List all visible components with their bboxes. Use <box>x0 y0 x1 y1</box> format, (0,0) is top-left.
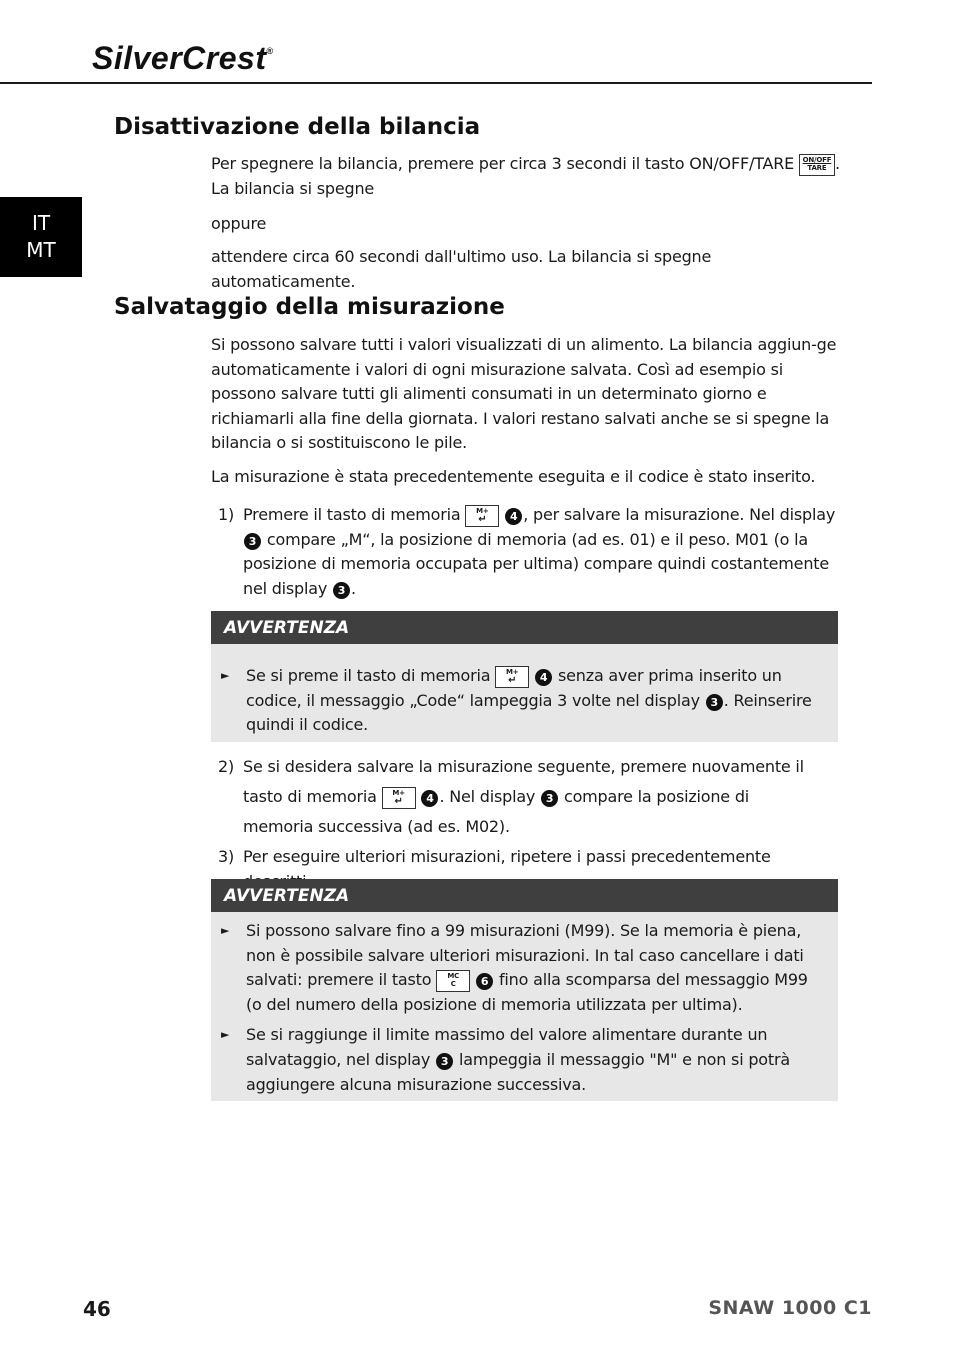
step-number: 2) <box>218 757 235 776</box>
step-2 <box>218 752 823 842</box>
ref-4-icon: 4 <box>535 669 552 686</box>
key-label: M+ <box>506 667 519 676</box>
text: fino alla scomparsa del messaggio M99 (o del numero della posizione di memoria utilizzata per ultima). <box>246 970 808 1014</box>
memory-key-icon <box>465 505 499 527</box>
enter-arrow-icon: ↵ <box>394 795 403 807</box>
brand-logo <box>92 40 274 77</box>
warning-item <box>211 919 838 1017</box>
model-name: SNAW 1000 C1 <box>708 1297 872 1319</box>
language-tab <box>0 197 82 277</box>
text: lampeggia il messaggio "M" e non si potrà aggiungere alcuna misurazione successiva. <box>246 1049 790 1094</box>
text: La bilancia si spegne <box>211 178 375 198</box>
ref-3-icon: 3 <box>333 582 350 599</box>
header-rule <box>0 82 872 84</box>
warning-title: AVVERTENZA <box>211 879 838 912</box>
onoff-tare-key-icon <box>799 154 835 176</box>
paragraph-precondition: La misurazione è stata precedentemente eseguita e il codice è stato inserito. <box>211 467 816 486</box>
ref-3-icon: 3 <box>541 790 558 807</box>
brand-logo-text: SilverCrest <box>92 40 267 76</box>
ref-3-icon: 3 <box>244 533 261 550</box>
step-1 <box>218 503 838 601</box>
key-label: ON/OFF <box>802 155 832 164</box>
ref-3-icon: 3 <box>706 694 723 711</box>
bullet-triangle-icon: ► <box>221 924 230 937</box>
text: . <box>351 578 356 598</box>
text: Per spegnere la bilancia, premere per circa 3 secondi il tasto ON/OFF/TARE <box>211 154 799 173</box>
ref-4-icon: 4 <box>421 790 438 807</box>
language-code-it: IT <box>31 211 51 235</box>
text: Si possono salvare fino a 99 misurazioni (M99). Se la memoria è piena, non è possibile salvare ulteriori misurazioni. In tal caso cancellare i dati salvati: premere il tasto <box>246 921 804 990</box>
key-label: MC <box>447 971 460 980</box>
warning-item <box>211 1023 838 1097</box>
language-code-mt: MT <box>26 238 56 262</box>
key-label: TARE <box>807 163 827 172</box>
text: Se si preme il tasto di memoria <box>246 666 496 685</box>
warning-box-2 <box>211 879 838 1101</box>
bullet-triangle-icon: ► <box>221 669 230 682</box>
text: . <box>834 154 840 173</box>
warning-box-1 <box>211 611 838 742</box>
warning-item <box>211 664 838 738</box>
text: . Nel display <box>439 787 541 806</box>
enter-arrow-icon: ↵ <box>478 513 487 525</box>
paragraph-oppure: oppure <box>211 214 267 233</box>
memory-key-icon <box>495 666 529 688</box>
warning-title: AVVERTENZA <box>211 611 838 644</box>
ref-3-icon: 3 <box>436 1053 453 1070</box>
ref-6-icon: 6 <box>476 973 493 990</box>
text: Per eseguire ulteriori misurazioni, ripetere i passi precedentemente <box>243 847 771 866</box>
key-label: M+ <box>392 788 405 797</box>
paragraph-auto-off: attendere circa 60 secondi dall'ultimo uso. La bilancia si spegne automaticamente. <box>211 247 712 291</box>
bullet-triangle-icon: ► <box>221 1028 230 1042</box>
ref-4-icon: 4 <box>505 508 522 525</box>
paragraph-intro: Si possono salvare tutti i valori visualizzati di un alimento. La bilancia aggiun-ge automaticamente i valori di ogni misurazione salvata. Così ad esempio si possono salvare tutti gli alimenti consumati in un determinato giorno e richiamarli alla fine della giornata. I valori restano salvati anche se si spegne la bilancia o si sostituiscono le pile. <box>211 335 837 453</box>
section-title-salvataggio: Salvataggio della misurazione <box>114 294 505 320</box>
step-number: 1) <box>218 505 235 524</box>
text: senza aver prima inserito un codice, il messaggio „Code“ lampeggia 3 volte nel display <box>246 666 782 710</box>
paragraph-power-off <box>211 152 841 201</box>
key-label: M+ <box>476 506 489 515</box>
text: , per salvare la misurazione. Nel display <box>523 505 836 524</box>
step-number: 3) <box>218 847 235 866</box>
text: Se si raggiunge il limite massimo del valore alimentare durante un salvataggio, nel display <box>246 1025 768 1069</box>
memory-key-icon <box>382 787 416 809</box>
registered-mark: ® <box>266 46 274 56</box>
page-number: 46 <box>83 1297 111 1321</box>
text: compare „M“, la posizione di memoria (ad es. 01) e il peso. M01 (o la posizione di memoria occupata per ultima) compare quindi costantemente nel display <box>243 529 829 598</box>
enter-arrow-icon: ↵ <box>508 674 517 686</box>
key-label: C <box>450 979 456 988</box>
text: compare la posizione di memoria successiva (ad es. M02). <box>243 787 750 836</box>
text: . Reinserire quindi il codice. <box>246 690 812 735</box>
section-title-disattivazione: Disattivazione della bilancia <box>114 114 481 140</box>
memory-clear-key-icon <box>436 970 470 992</box>
text: Se si desidera salvare la misurazione seguente, premere nuovamente il tasto di memoria <box>243 757 804 806</box>
text: Premere il tasto di memoria <box>243 505 466 524</box>
